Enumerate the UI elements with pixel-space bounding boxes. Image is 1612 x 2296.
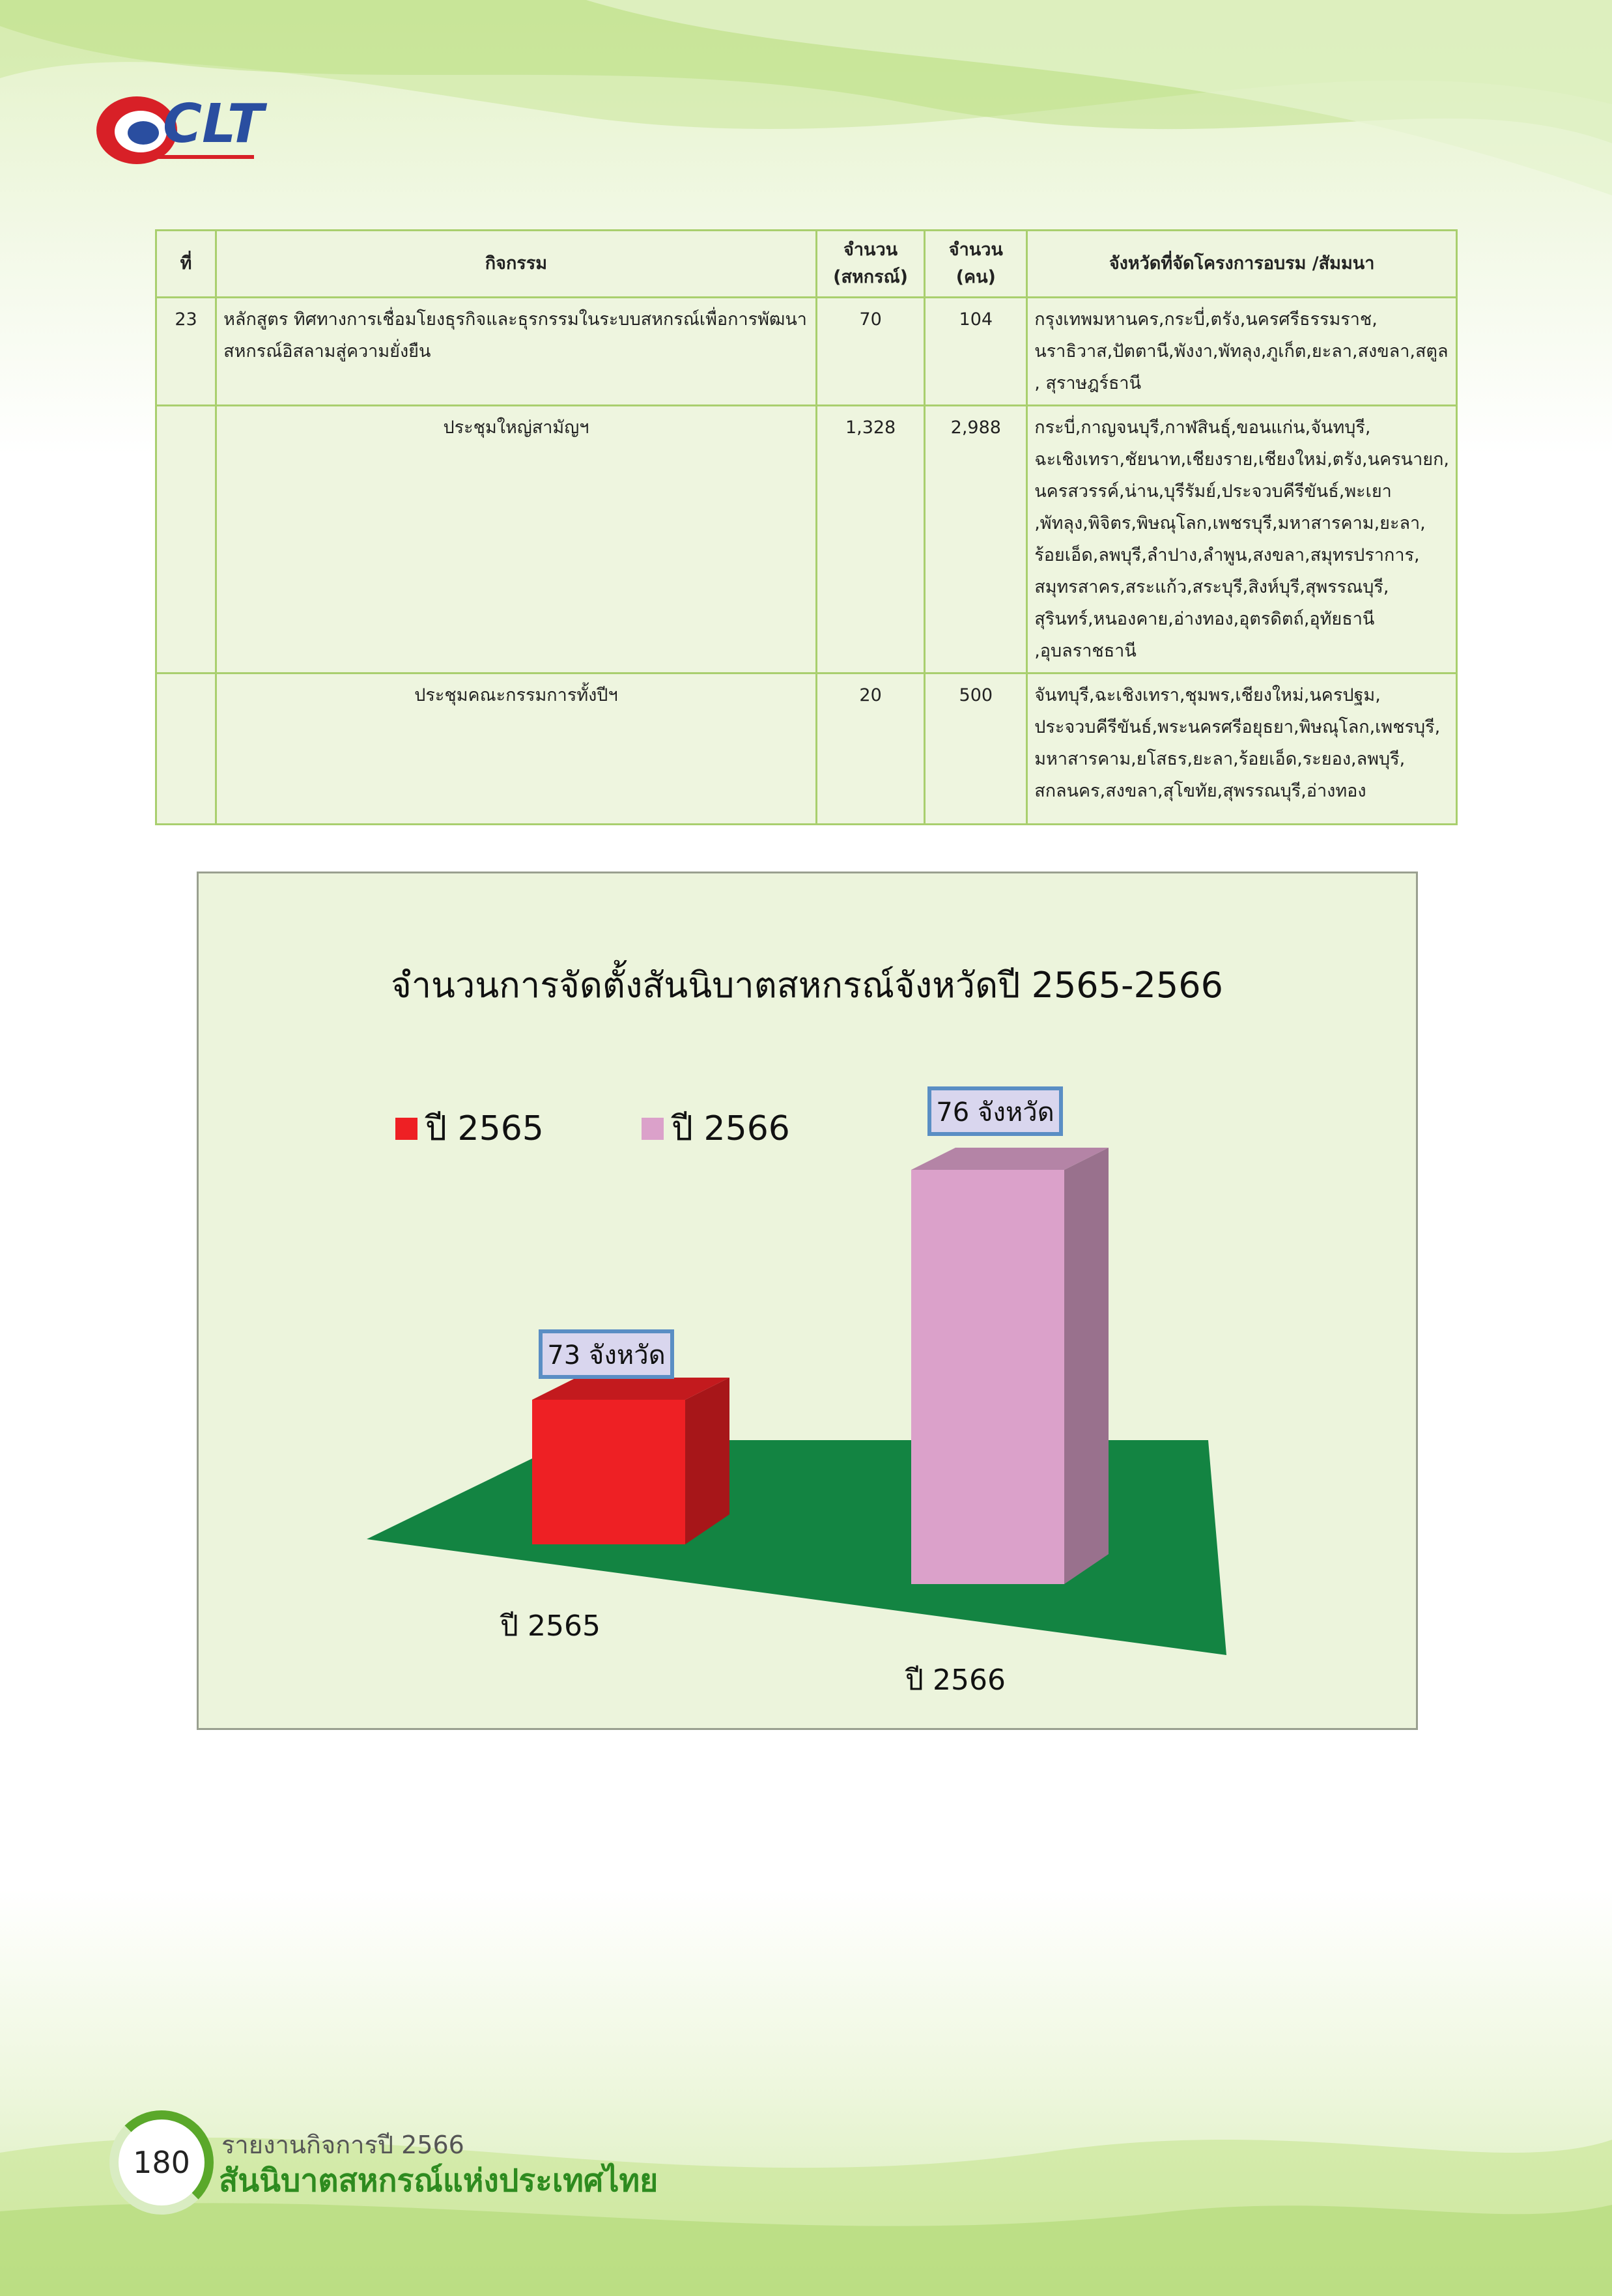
data-label-1: 73 จังหวัด: [547, 1340, 666, 1370]
clt-logo: [91, 85, 293, 169]
header-coops: จำนวน (สหกรณ์): [816, 231, 925, 298]
table-header-row: [156, 231, 1457, 298]
page-number: 180: [109, 2110, 214, 2215]
row-provinces: กระบี่,กาญจนบุรี,กาฬสินธุ์,ขอนแก่น,จันทบุรี, ฉะเชิงเทรา,ชัยนาท,เชียงราย,เชียงใหม่,ตรัง,นครนายก, นครสวรรค์,น่าน,บุรีรัมย์,ประจวบคีรีขันธ์,พะเยา ,พัทลุง,พิจิตร,พิษณุโลก,เพชรบุรี,มหาสารคาม,ยะลา, ร้อยเอ็ด,ลพบุรี,ลำปาง,ลำพูน,สงขลา,สมุทรปราการ, สมุทรสาคร,สระแก้ว,สระบุรี,สิงห์บุรี,สุพรรณบุรี, สุรินทร์,หนองคาย,อ่างทอง,อุตรดิตถ์,อุทัยธานี ,อุบลราชธานี: [1027, 406, 1457, 673]
activities-table: [155, 229, 1458, 825]
category-label-2: ปี 2566: [905, 1664, 1006, 1697]
table-row: [156, 406, 1457, 673]
data-label-2: 76 จังหวัด: [936, 1098, 1054, 1127]
table-row: [156, 673, 1457, 825]
bar-front-2: [911, 1170, 1064, 1584]
bar-front-1: [532, 1400, 685, 1544]
header-number: ที่: [156, 231, 216, 298]
header-provinces: จังหวัดที่จัดโครงการอบรม /สัมมนา: [1027, 231, 1457, 298]
legend-label-1: ปี 2565: [425, 1109, 544, 1148]
header-activity: กิจกรรม: [216, 231, 817, 298]
row-provinces: จันทบุรี,ฉะเชิงเทรา,ชุมพร,เชียงใหม่,นครปฐม, ประจวบคีรีขันธ์,พระนครศรีอยุธยา,พิษณุโลก,เพชรบุรี, มหาสารคาม,ยโสธร,ยะลา,ร้อยเอ็ด,ระยอง,ลพบุรี, สกลนคร,สงขลา,สุโขทัย,สุพรรณบุรี,อ่างทอง: [1027, 673, 1457, 825]
row-number: 23: [156, 298, 216, 406]
chart-container: [197, 872, 1418, 1730]
row-activity: หลักสูตร ทิศทางการเชื่อมโยงธุรกิจและธุรกรรมในระบบสหกรณ์เพื่อการพัฒนาสหกรณ์อิสลามสู่ความยั่งยืน: [216, 298, 817, 406]
row-number: [156, 406, 216, 673]
footer-report-title: รายงานกิจการปี 2566: [221, 2131, 464, 2159]
row-activity: ประชุมคณะกรรมการทั้งปีฯ: [216, 673, 817, 825]
table-row: [156, 298, 1457, 406]
row-provinces: กรุงเทพมหานคร,กระบี่,ตรัง,นครศรีธรรมราช, นราธิวาส,ปัตตานี,พังงา,พัทลุง,ภูเก็ต,ยะลา,สงขลา,สตูล , สุราษฎร์ธานี: [1027, 298, 1457, 406]
row-activity: ประชุมใหญ่สามัญฯ: [216, 406, 817, 673]
legend-label-2: ปี 2566: [672, 1109, 790, 1148]
row-number: [156, 673, 216, 825]
row-people: 2,988: [925, 406, 1027, 673]
header-people: จำนวน (คน): [925, 231, 1027, 298]
row-coops: 1,328: [816, 406, 925, 673]
footer-wave-decoration: [0, 1905, 1612, 2296]
legend-swatch-2: [642, 1118, 664, 1140]
bar-side-2: [1064, 1148, 1109, 1584]
footer-org-name: สันนิบาตสหกรณ์แห่งประเทศไทย: [219, 2162, 658, 2199]
bar-chart: [199, 873, 1416, 1728]
chart-title: จำนวนการจัดตั้งสันนิบาตสหกรณ์จังหวัดปี 2565-2566: [391, 965, 1223, 1006]
row-people: 104: [925, 298, 1027, 406]
row-people: 500: [925, 673, 1027, 825]
legend-swatch-1: [395, 1118, 417, 1140]
row-coops: 20: [816, 673, 925, 825]
category-label-1: ปี 2565: [500, 1609, 601, 1643]
row-coops: 70: [816, 298, 925, 406]
logo-text: CLT: [163, 93, 264, 155]
